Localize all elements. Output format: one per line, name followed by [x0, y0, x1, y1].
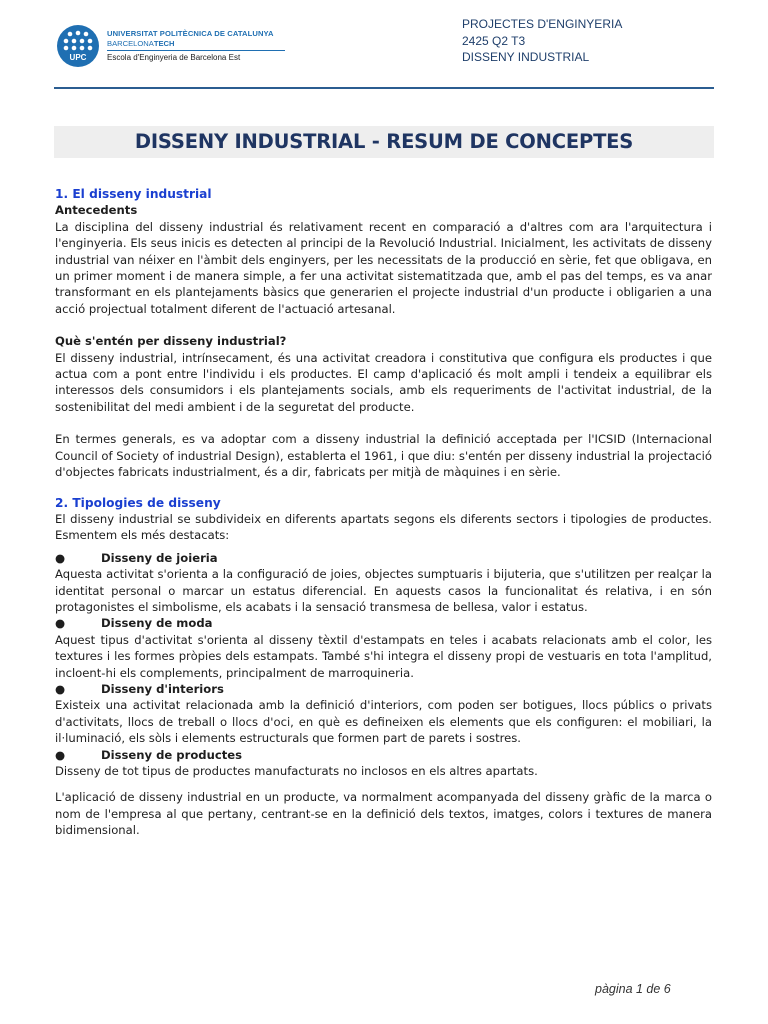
university-name: UNIVERSITAT POLITÈCNICA DE CATALUNYA	[107, 29, 274, 38]
list-item-heading: ● Disseny de moda	[55, 616, 213, 631]
list-item-text: Aquesta activitat s'orienta a la configuració de joies, objectes sumptuaris i bijuteria, que s'utilitzen per realçar la identitat personal o marcar un estatus diferencial. En aquests casos la funcionalitat és relativa, i en són protagonistes el simbolisme, els acabats i la sensació transmesa de bellesa, valor i estatus.	[55, 567, 712, 614]
course-info	[462, 16, 622, 66]
university-subtitle: BARCELONATECH	[107, 39, 175, 48]
page-number: pàgina 1 de 6	[595, 982, 671, 996]
list-item-heading: ● Disseny d'interiors	[55, 681, 224, 696]
bullet-icon: ●	[55, 550, 66, 565]
school-name: Escola d'Enginyeria de Barcelona Est	[107, 53, 241, 62]
list-item-text: Disseny de tot tipus de productes manufacturats no inclosos en els altres apartats.	[55, 764, 538, 778]
definition-paragraph-1: El disseny industrial, intrínsecament, és una activitat creadora i constitutiva que configura els productes i que actua com a pont entre l'individu i els productes. El camp d'aplicació és molt ampli i tendeix a equilibrar els interessos dels consumidors i els plantejaments socials, amb els requeriments de l'activitat industrial, de la sostenibilitat del medi ambient i de la seguretat del producte.	[55, 350, 712, 414]
header-divider	[54, 87, 714, 89]
section-2-heading: 2. Tipologies de disseny	[55, 495, 221, 510]
bullet-icon: ●	[55, 616, 66, 631]
list-item-heading: ● Disseny de joieria	[55, 550, 218, 565]
upc-logo	[57, 22, 297, 70]
definition-paragraph-2: En termes generals, es va adoptar com a disseny industrial la definició acceptada per l'ICSID (Internacional Council of Society of industrial Design), establerta el 1961, i que diu: s'entén per disseny industrial la projectació d'objectes fabricats industrialment, és a dir, fabricats per mitjà de màquines i en sèrie.	[55, 432, 712, 480]
course-line-2: 2425 Q2 T3	[462, 33, 526, 48]
logo-text: UPC	[69, 53, 87, 62]
bullet-icon: ●	[55, 681, 66, 696]
title-band	[54, 126, 714, 158]
document-body	[55, 186, 712, 855]
section-1-heading: 1. El disseny industrial	[55, 187, 212, 201]
antecedents-paragraph: La disciplina del disseny industrial és relativament recent en comparació a d'altres com ara l'arquitectura i l'enginyeria. Els seus inicis es detecten al principi de la Revolució Industrial. Inicialment, les activitats de disseny industrial van néixer en l'àmbit dels enginyers, per les necessitats de la producció en sèrie, fet que obligava, en un primer moment i de manera simple, a fer una activitat sistematitzada que, amb el pas del temps, es va anar transformant en els plantejaments bàsics que generarien el projecte industrial d'un producte i obligarien a una acció projectual totalment diferent de l'actuació artesanal.	[55, 219, 712, 316]
upc-emblem-icon	[57, 25, 99, 67]
typologies-list	[55, 550, 712, 780]
page-title: DISSENY INDUSTRIAL - RESUM DE CONCEPTES	[134, 130, 634, 153]
logo-divider	[107, 50, 285, 51]
course-line-1: PROJECTES D'ENGINYERIA	[462, 17, 623, 31]
definition-heading: Què s'entén per disseny industrial?	[55, 334, 287, 349]
list-item-heading: ● Disseny de productes	[55, 747, 243, 762]
bullet-icon: ●	[55, 747, 66, 762]
course-line-3: DISSENY INDUSTRIAL	[462, 50, 590, 64]
closing-paragraph: L'aplicació de disseny industrial en un producte, va normalment acompanyada del disseny gràfic de la marca o nom de l'empresa al que pertany, centrant-se en la definició dels textos, imatges, colors i textures de manera bidimensional.	[55, 790, 712, 838]
list-item-text: Aquest tipus d'activitat s'orienta al disseny tèxtil d'estampats en teles i acabats relacionats amb el color, les textures i les formes pròpies dels estampats. També s'hi integra el disseny propi de vestuaris en tota l'amplitud, incloent-hi els complements, principalment de marroquineria.	[55, 632, 712, 680]
typologies-intro: El disseny industrial se subdivideix en diferents apartats segons els diferents sectors i tipologies de productes. Esmentem els més destacats:	[55, 511, 712, 543]
antecedents-heading: Antecedents	[55, 203, 138, 218]
list-item-text: Existeix una activitat relacionada amb la definició d'interiors, com poden ser botigues, llocs públics o privats d'activitats, llocs de treball o llocs d'oci, en què es defineixen els elements que els configuren: el mobiliari, la il·luminació, els sòls i elements estructurals que formen part de parets i sostres.	[55, 698, 712, 746]
